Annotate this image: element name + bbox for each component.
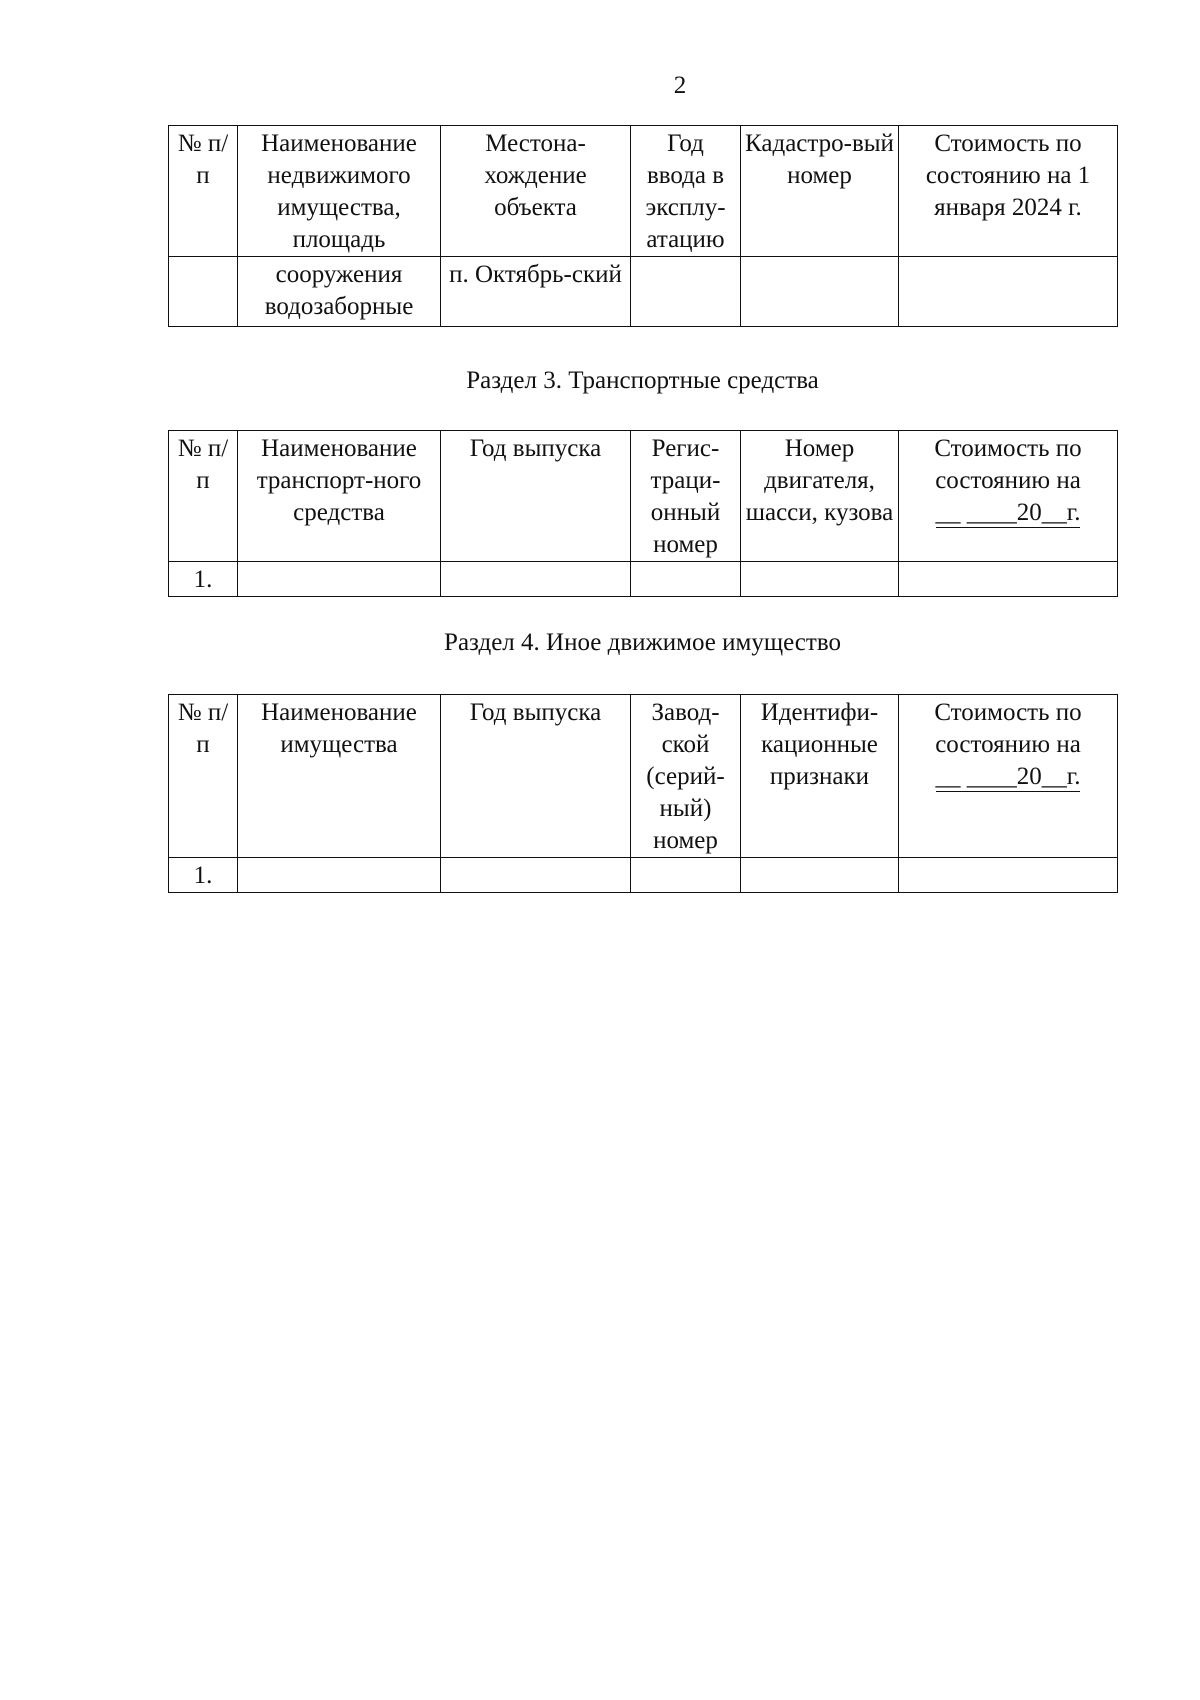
cell-value [899, 858, 1118, 893]
value-header-label: Стоимость по состоянию на [934, 699, 1082, 758]
header-cell-identification-features: Идентифи-кационные признаки [741, 695, 899, 858]
header-cell-number: № п/п [169, 126, 238, 257]
cell-registration-number [631, 562, 741, 597]
header-cell-location: Местона-хождение объекта [441, 126, 631, 257]
header-cell-value: Стоимость по состоянию на 1 января 2024 г. [899, 126, 1118, 257]
cell-release-year [441, 562, 631, 597]
cell-number: 1. [169, 858, 238, 893]
vehicles-table [168, 430, 1118, 597]
header-cell-release-year: Год выпуска [441, 695, 631, 858]
cell-property-name [238, 858, 441, 893]
movable-property-table [168, 694, 1118, 893]
page-number: 2 [673, 72, 687, 99]
header-cell-number: № п/п [169, 695, 238, 858]
cell-vehicle-name [238, 562, 441, 597]
table-header-row [169, 126, 1118, 257]
table-header-row [169, 431, 1118, 562]
header-cell-commission-year: Год ввода в эксплу-атацию [631, 126, 741, 257]
header-cell-registration-number: Регис-траци-онный номер [631, 431, 741, 562]
header-cell-engine-chassis-number: Номер двигателя, шасси, кузова [741, 431, 899, 562]
value-header-label: Стоимость по состоянию на [934, 435, 1082, 494]
table-row [169, 257, 1118, 327]
header-cell-vehicle-name: Наименование транспорт-ного средства [238, 431, 441, 562]
cell-identification-features [741, 858, 899, 893]
header-cell-value [899, 431, 1118, 562]
section-3-title: Раздел 3. Транспортные средства [466, 367, 819, 394]
header-cell-name: Наименование недвижимого имущества, площадь [238, 126, 441, 257]
table-row [169, 562, 1118, 597]
cell-value [899, 562, 1118, 597]
header-cell-serial-number: Завод-ской (серий-ный) номер [631, 695, 741, 858]
value-date-blank: __ ____20__г. [935, 499, 1081, 526]
cell-location: п. Октябрь-ский [441, 257, 631, 327]
cell-value [899, 257, 1118, 327]
cell-commission-year [631, 257, 741, 327]
header-cell-cadastral-number: Кадастро-вый номер [741, 126, 899, 257]
value-date-blank: __ ____20__г. [935, 763, 1081, 790]
header-cell-value [899, 695, 1118, 858]
cell-name: сооружения водозаборные [238, 257, 441, 327]
header-cell-property-name: Наименование имущества [238, 695, 441, 858]
cell-number [169, 257, 238, 327]
cell-engine-chassis-number [741, 562, 899, 597]
real-estate-table [168, 125, 1118, 327]
header-cell-number: № п/п [169, 431, 238, 562]
cell-number: 1. [169, 562, 238, 597]
table-row [169, 858, 1118, 893]
cell-cadastral-number [741, 257, 899, 327]
cell-release-year [441, 858, 631, 893]
table-header-row [169, 695, 1118, 858]
cell-serial-number [631, 858, 741, 893]
header-cell-release-year: Год выпуска [441, 431, 631, 562]
section-4-title: Раздел 4. Иное движимое имущество [444, 629, 841, 656]
